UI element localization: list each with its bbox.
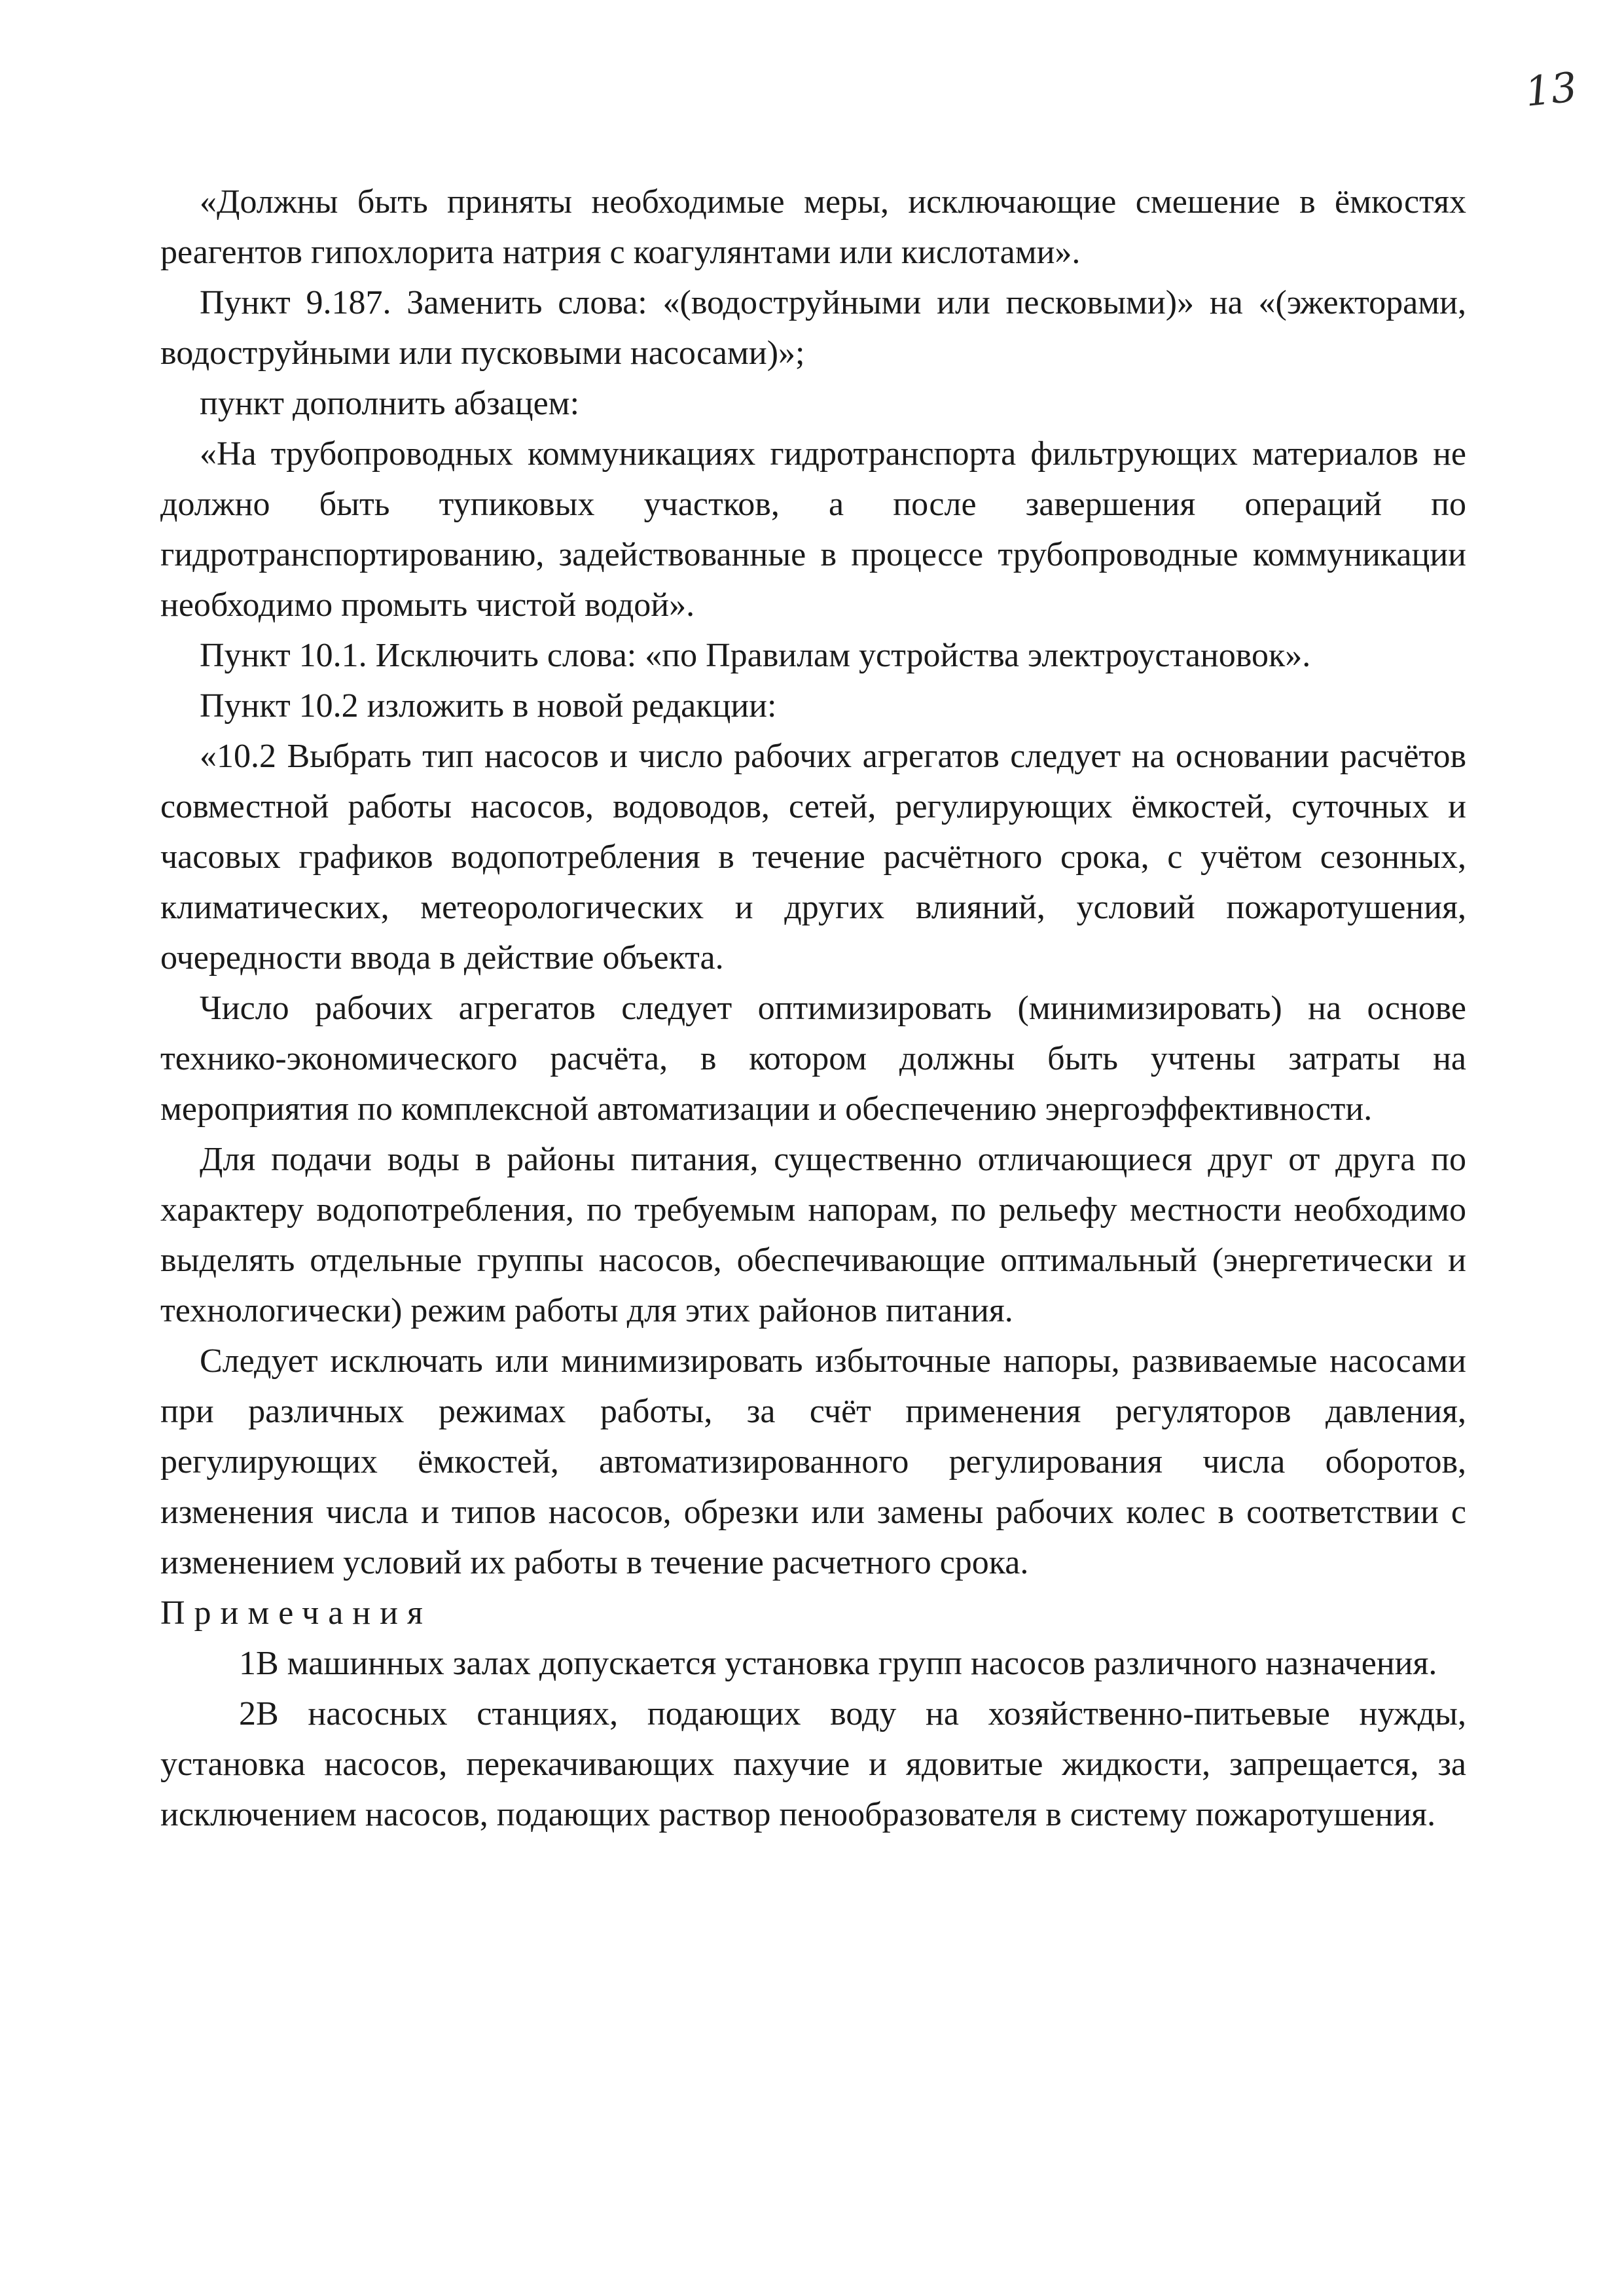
paragraph-item-9-187: Пункт 9.187. Заменить слова: «(водоструйными или песковыми)» на «(эжекторами, водоструйными или пусковыми насосами)»; (160, 284, 1466, 372)
paragraph-item-10-1: Пункт 10.1. Исключить слова: «по Правилам устройства электроустановок». (200, 637, 1311, 674)
note-item-2: 2В насосных станциях, подающих воду на хозяйственно-питьевые нужды, установка насосов, перекачивающих пахучие и ядовитые жидкости, запрещается, за исключением насосов, подающих раствор пенообразователя в систему пожаротушения. (160, 1695, 1466, 1833)
notes-heading: Примечания (160, 1594, 432, 1632)
document-body (160, 177, 1466, 1840)
page-number: 13 (1523, 63, 1579, 116)
paragraph-water-supply-zones: Для подачи воды в районы питания, существенно отличающиеся друг от друга по характеру водопотребления, по требуемым напорам, по рельефу местности необходимо выделять отдельные группы насосов, обеспечивающие оптимальный (энергетически и технологически) режим работы для этих районов питания. (160, 1141, 1466, 1329)
paragraph-10-2-text: «10.2 Выбрать тип насосов и число рабочих агрегатов следует на основании расчётов совместной работы насосов, водоводов, сетей, регулирующих ёмкостей, суточных и часовых графиков водопотребления в течение расчётного срока, с учётом сезонных, климатических, метеорологических и других влияний, условий пожаротушения, очередности ввода в действие объекта. (160, 738, 1466, 977)
paragraph-excess-pressure: Следует исключать или минимизировать избыточные напоры, развиваемые насосами при различных режимах работы, за счёт применения регуляторов давления, регулирующих ёмкостей, автоматизированного регулирования числа оборотов, изменения числа и типов насосов, обрезки или замены рабочих колес в соответствии с изменением условий их работы в течение расчетного срока. (160, 1342, 1466, 1581)
paragraph-quote-pipelines: «На трубопроводных коммуникациях гидротранспорта фильтрующих материалов не должно быть тупиковых участков, а после завершения операций по гидротранспортированию, задействованные в процессе трубопроводные коммуникации необходимо промыть чистой водой». (160, 435, 1466, 624)
note-item-1: 1В машинных залах допускается установка групп насосов различного назначения. (239, 1645, 1437, 1682)
paragraph-quote-measures: «Должны быть приняты необходимые меры, исключающие смешение в ёмкостях реагентов гипохлорита натрия с коагулянтами или кислотами». (160, 183, 1466, 271)
paragraph-supplement: пункт дополнить абзацем: (200, 385, 580, 422)
paragraph-item-10-2: Пункт 10.2 изложить в новой редакции: (200, 687, 777, 725)
paragraph-working-units: Число рабочих агрегатов следует оптимизировать (минимизировать) на основе технико-экономического расчёта, в котором должны быть учтены затраты на мероприятия по комплексной автоматизации и обеспечению энергоэффективности. (160, 990, 1466, 1128)
